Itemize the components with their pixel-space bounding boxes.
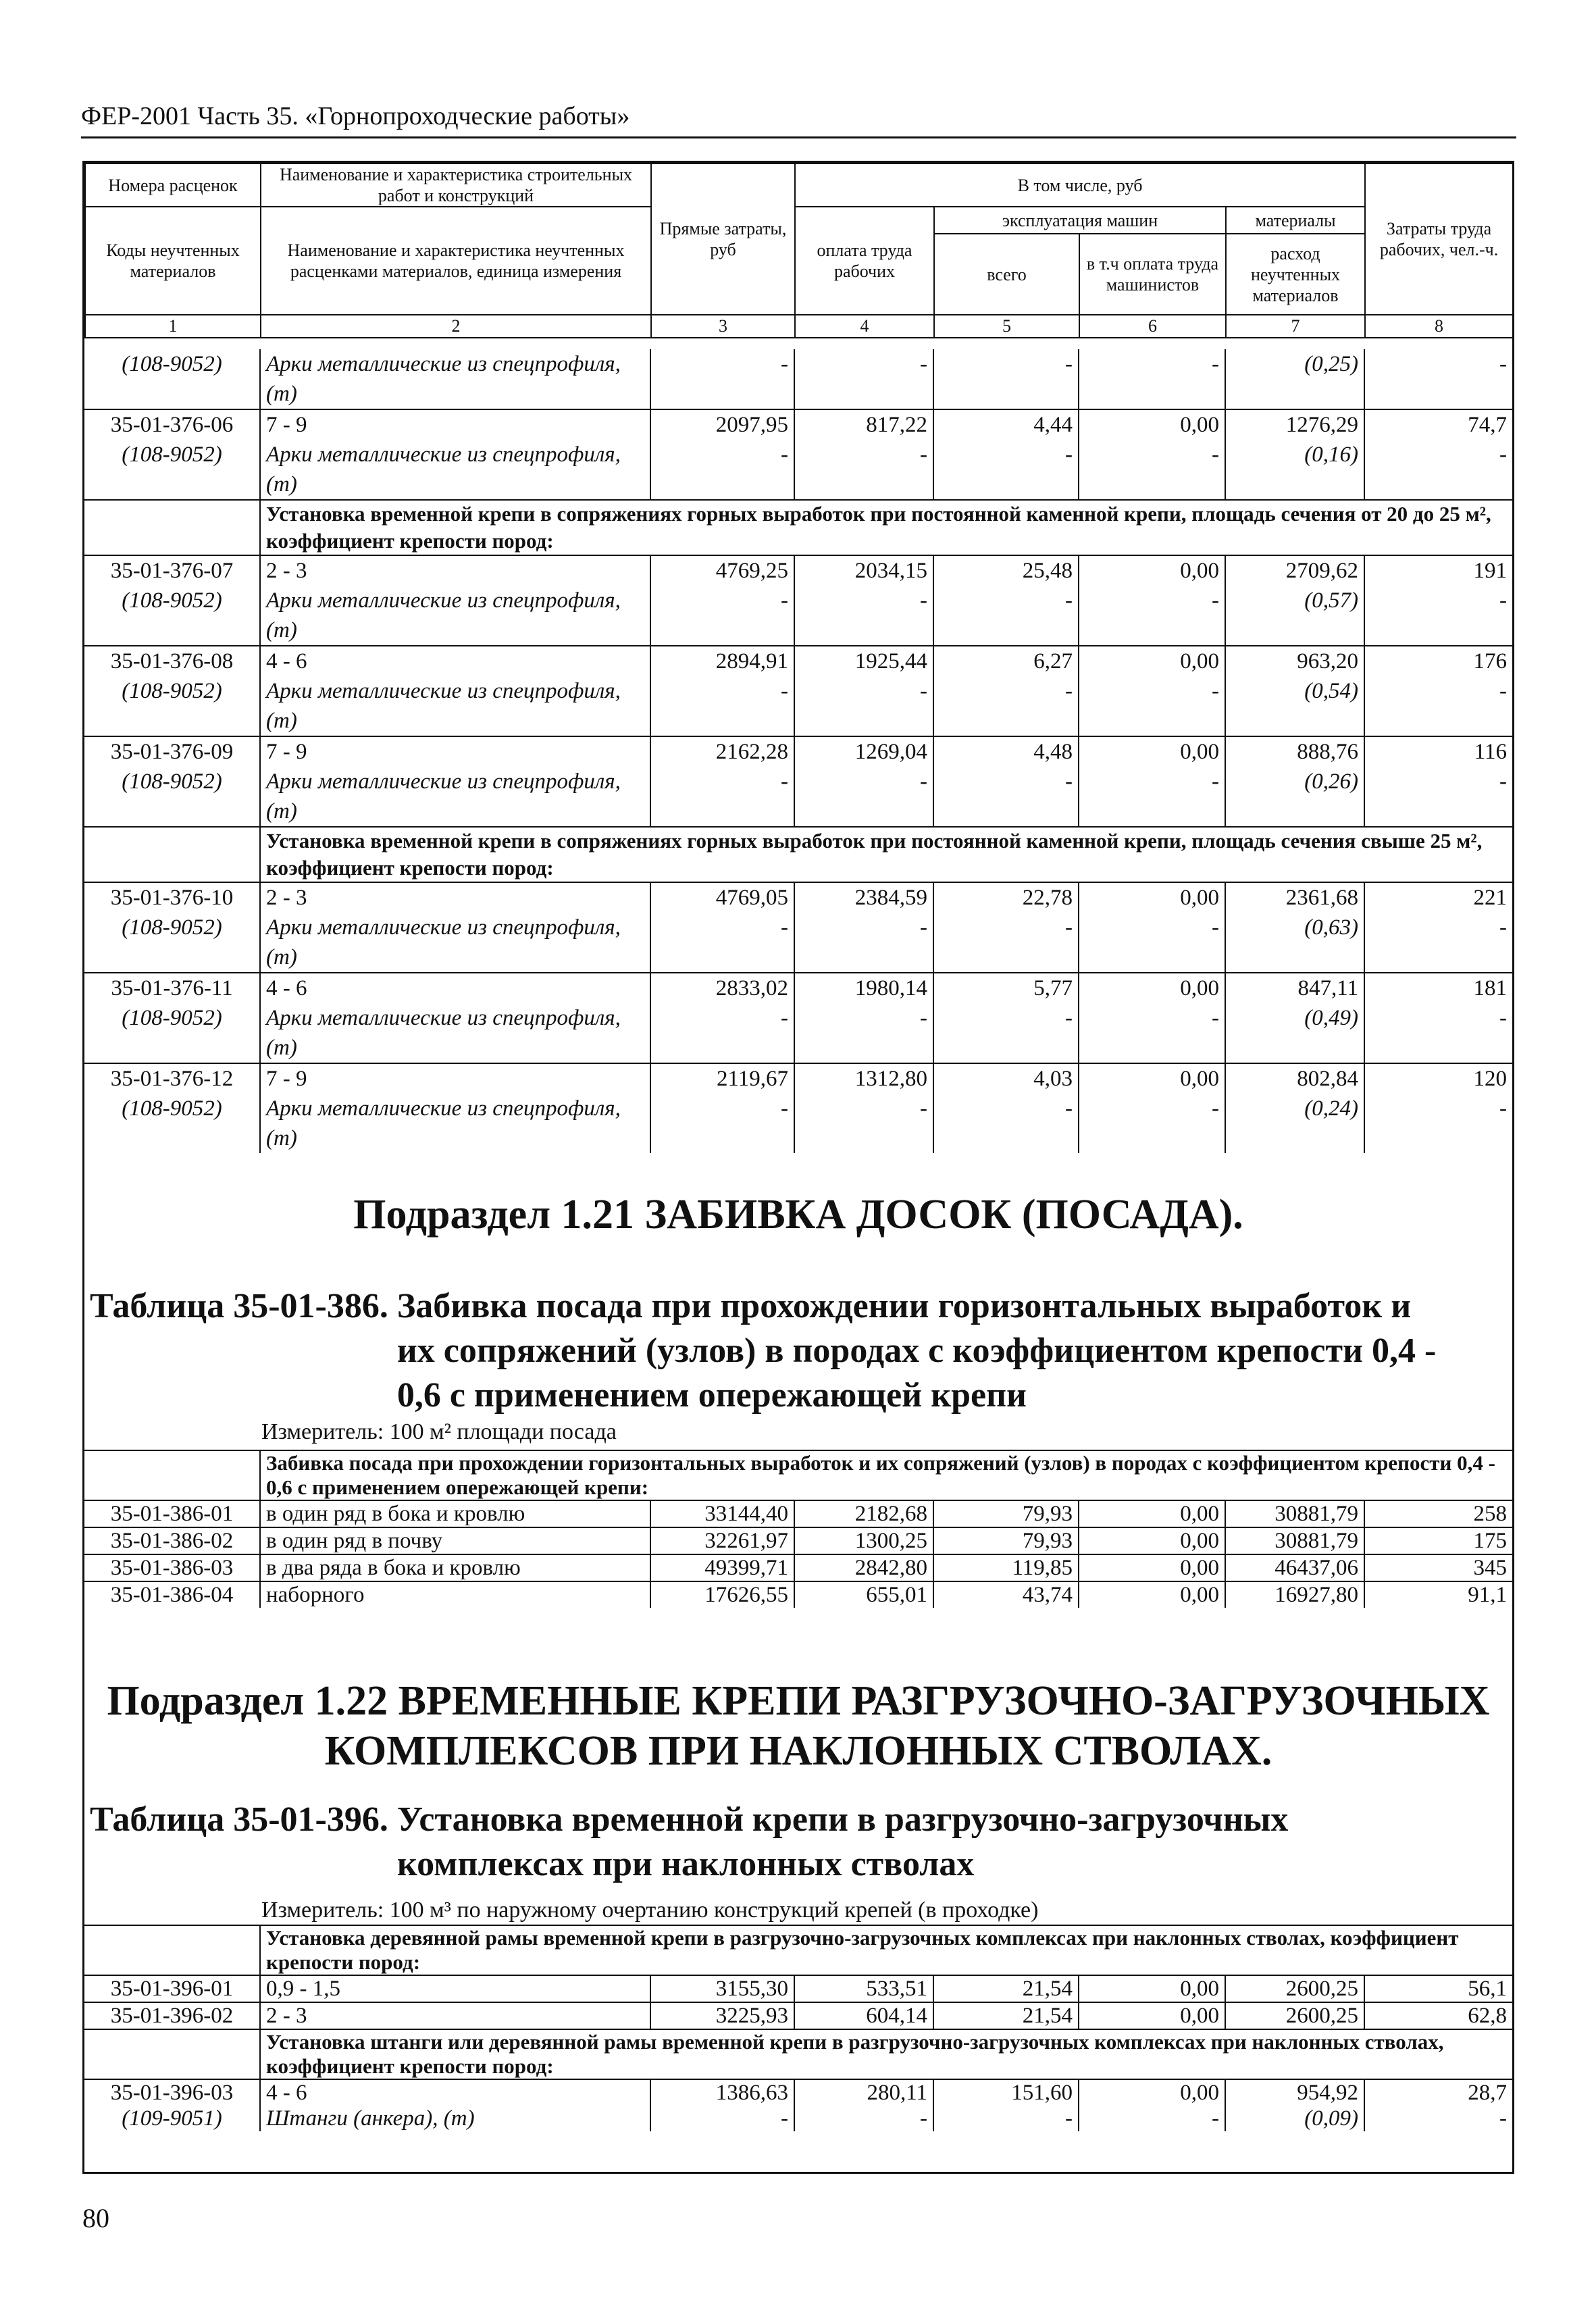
value-cell: 181 [1364,973,1512,1003]
col7-header: расход неучтенных материалов [1226,234,1365,315]
rates-table [84,349,1512,1153]
work-name: 2 - 3 [260,555,650,586]
table-title [90,1798,1508,1887]
value-cell: (0,63) [1225,913,1364,973]
col1-top: Номера расценок [85,163,261,207]
value-cell: - [794,1003,933,1063]
rate-code: 35-01-376-11 [84,973,260,1003]
work-name: в один ряд в почву [260,1527,650,1554]
value-cell: - [794,349,933,409]
value-cell: 2894,91 [650,646,794,676]
value-cell: 2034,15 [794,555,933,586]
col8-header: Затраты труда рабочих, чел.-ч. [1365,163,1513,315]
value-cell: - [1079,2106,1225,2131]
table-title [90,1284,1508,1418]
value-cell: 79,93 [933,1527,1079,1554]
value-cell: 2119,67 [650,1063,794,1094]
group-header-row [84,500,1512,555]
value-cell: 74,7 [1364,409,1512,440]
value-cell: 345 [1364,1554,1512,1581]
value-cell: - [1499,2106,1508,2131]
group-header-row [84,1925,1512,1975]
group-caption: Установка временной крепи в сопряжениях горных выработок при постоянной каменной крепи, площадь сечения свыше 25 м², коэффициент крепости пород: [260,827,1512,882]
value-cell: - [933,676,1079,736]
value-cell: 32261,97 [650,1527,794,1554]
value-cell: 119,85 [933,1554,1079,1581]
value-cell: - [1499,915,1507,940]
value-cell: (0,24) [1225,1094,1364,1153]
table-row [84,1554,1512,1581]
group-header-row [84,2029,1512,2079]
rate-code: (108-9052) [84,913,260,973]
col5-header: всего [934,234,1079,315]
value-cell: 258 [1364,1500,1512,1527]
value-cell: - [1079,440,1225,500]
rate-code: (108-9052) [84,676,260,736]
group-caption: Установка штанги или деревянной рамы временной крепи в разгрузочно-загрузочных комплексах при наклонных стволах, коэффициент крепости пород: [260,2029,1512,2079]
rate-code: 35-01-376-10 [84,882,260,913]
value-cell: - [650,440,794,500]
rate-code: 35-01-376-07 [84,555,260,586]
work-name: в один ряд в бока и кровлю [260,1500,650,1527]
value-cell: 4,44 [933,409,1079,440]
value-cell: 0,00 [1079,2002,1225,2029]
value-cell: 0,00 [1079,1063,1225,1094]
value-cell: 4769,05 [650,882,794,913]
rate-code: 35-01-396-01 [84,1975,260,2002]
work-name: 7 - 9 [260,1063,650,1094]
value-cell: 25,48 [933,555,1079,586]
value-cell: 116 [1364,736,1512,767]
value-cell: - [794,767,933,827]
value-cell: - [1499,442,1507,467]
value-cell: (0,57) [1225,586,1364,646]
value-cell: - [1079,586,1225,646]
value-cell: 2384,59 [794,882,933,913]
table-row [84,1527,1512,1554]
group-caption: Установка деревянной рамы временной крепи в разгрузочно-загрузочных комплексах при наклонных стволах, коэффициент крепости пород: [260,1925,1512,1975]
table-row [84,973,1512,1003]
col-num: 6 [1079,315,1226,337]
material-row [84,440,1512,500]
table-row [84,1063,1512,1094]
value-cell: 0,00 [1079,1500,1225,1527]
table-386 [84,1450,1512,1608]
material-row [84,2106,1512,2131]
col2-bottom: Наименование и характеристика неучтенных расценками материалов, единица измерения [261,207,651,315]
rate-code: 35-01-386-01 [84,1500,260,1527]
work-name: 2 - 3 [260,882,650,913]
value-cell: 2182,68 [794,1500,933,1527]
rate-code: 35-01-396-03 [84,2079,260,2106]
value-cell: 49399,71 [650,1554,794,1581]
rate-code: (108-9052) [84,767,260,827]
work-name: 0,9 - 1,5 [260,1975,650,2002]
value-cell: 817,22 [794,409,933,440]
value-cell: 0,00 [1079,1554,1225,1581]
value-cell: - [1499,588,1507,613]
col3-header: Прямые затраты, руб [651,163,795,315]
value-cell: 655,01 [794,1581,933,1608]
value-cell: - [1499,679,1507,703]
value-cell: 120 [1364,1063,1512,1094]
work-name: Арки металлические из спецпрофиля, (т) [260,349,650,409]
value-cell: 1925,44 [794,646,933,676]
col-num: 4 [795,315,934,337]
value-cell: (0,26) [1225,767,1364,827]
value-cell: 533,51 [794,1975,933,2002]
value-cell: - [933,586,1079,646]
rate-code: 35-01-396-02 [84,2002,260,2029]
value-cell: 21,54 [933,1975,1079,2002]
value-cell: 28,7 [1364,2079,1512,2106]
value-cell: 2361,68 [1225,882,1364,913]
work-name: Штанги (анкера), (т) [260,2106,650,2131]
value-cell: 2709,62 [1225,555,1364,586]
value-cell: - [1499,769,1507,794]
table-caption: Забивка посада при прохождении горизонтальных выработок и их сопряжений (узлов) в породах с коэффициентом крепости 0,4 - 0,6 с применением опережающей крепи [396,1287,1437,1415]
value-cell: - [794,676,933,736]
table-row [84,555,1512,586]
value-cell: 5,77 [933,973,1079,1003]
value-cell: (0,25) [1225,349,1364,409]
table-396 [84,1925,1512,2131]
table-caption: Установка временной крепи в разгрузочно-загрузочных комплексах при наклонных стволах [396,1800,1289,1883]
rate-code: (108-9052) [84,1094,260,1153]
value-cell: - [933,2106,1079,2131]
value-cell: 847,11 [1225,973,1364,1003]
work-name: 7 - 9 [260,409,650,440]
value-cell: 0,00 [1079,1527,1225,1554]
col-num: 8 [1365,315,1513,337]
value-cell: - [1079,676,1225,736]
value-cell: 2833,02 [650,973,794,1003]
value-cell: - [933,440,1079,500]
value-cell: 0,00 [1079,2079,1225,2106]
value-cell: - [650,1003,794,1063]
work-name: Арки металлические из спецпрофиля, (т) [260,1094,650,1153]
table-row [84,646,1512,676]
value-cell: 30881,79 [1225,1500,1364,1527]
work-name: в два ряда в бока и кровлю [260,1554,650,1581]
value-cell: 6,27 [933,646,1079,676]
value-cell: 16927,80 [1225,1581,1364,1608]
value-cell: 0,00 [1079,1975,1225,2002]
work-name: 4 - 6 [260,646,650,676]
table-row [84,1500,1512,1527]
value-cell: - [1079,1094,1225,1153]
value-cell: 175 [1364,1527,1512,1554]
value-cell: 46437,06 [1225,1554,1364,1581]
value-cell: - [933,1003,1079,1063]
value-cell: 802,84 [1225,1063,1364,1094]
material-row [84,767,1512,827]
rate-code: 35-01-386-04 [84,1581,260,1608]
col1-bottom: Коды неучтенных материалов [85,207,261,315]
table-row [84,1581,1512,1608]
col4-header: оплата труда рабочих [795,207,934,315]
value-cell: 151,60 [933,2079,1079,2106]
value-cell: - [794,2106,933,2131]
value-cell: 33144,40 [650,1500,794,1527]
value-cell: 3155,30 [650,1975,794,2002]
material-row [84,676,1512,736]
material-row [84,1003,1512,1063]
table-number: Таблица 35-01-396. [90,1800,388,1839]
work-name: Арки металлические из спецпрофиля, (т) [260,913,650,973]
value-cell: 176 [1364,646,1512,676]
value-cell: - [794,586,933,646]
value-cell: - [650,349,794,409]
value-cell: 0,00 [1079,882,1225,913]
value-cell: 191 [1364,555,1512,586]
col-num: 2 [261,315,651,337]
work-name: 4 - 6 [260,2079,650,2106]
value-cell: - [650,767,794,827]
page-header: ФЕР-2001 Часть 35. «Горнопроходческие работы» [81,101,1516,138]
value-cell: 963,20 [1225,646,1364,676]
work-name: Арки металлические из спецпрофиля, (т) [260,1003,650,1063]
value-cell: - [650,2106,794,2131]
rate-code: (108-9052) [84,586,260,646]
value-cell: 1386,63 [650,2079,794,2106]
machines-header: эксплуатация машин [934,207,1226,234]
value-cell: 1269,04 [794,736,933,767]
rate-code: (108-9052) [84,440,260,500]
value-cell: - [650,676,794,736]
material-row [84,913,1512,973]
value-cell: - [794,913,933,973]
table-number: Таблица 35-01-386. [90,1287,388,1325]
value-cell: 954,92 [1225,2079,1364,2106]
value-cell: - [933,913,1079,973]
value-cell: 56,1 [1364,1975,1512,2002]
value-cell: (0,09) [1225,2106,1364,2131]
value-cell: 1276,29 [1225,409,1364,440]
table-row [84,882,1512,913]
table-row [84,409,1512,440]
value-cell: - [794,1094,933,1153]
table-row [84,2079,1512,2106]
work-name: 7 - 9 [260,736,650,767]
group-code-empty [84,2029,260,2079]
value-cell: - [794,440,933,500]
value-cell: 3225,93 [650,2002,794,2029]
value-cell: 2097,95 [650,409,794,440]
group-header-row [84,827,1512,882]
value-cell: 221 [1364,882,1512,913]
rate-code: 35-01-376-08 [84,646,260,676]
value-cell: - [933,349,1079,409]
rate-code: 35-01-386-03 [84,1554,260,1581]
value-cell: 0,00 [1079,409,1225,440]
table-row [84,2002,1512,2029]
value-cell: - [1079,1003,1225,1063]
material-row [84,349,1512,409]
value-cell: 280,11 [794,2079,933,2106]
column-header [84,163,1514,338]
value-cell: 1300,25 [794,1527,933,1554]
value-cell: 22,78 [933,882,1079,913]
value-cell: 4,03 [933,1063,1079,1094]
rate-code: (108-9052) [84,349,260,409]
value-cell: (0,54) [1225,676,1364,736]
group-code-empty [84,500,260,555]
value-cell: - [1079,349,1225,409]
work-name: 2 - 3 [260,2002,650,2029]
value-cell: 62,8 [1364,2002,1512,2029]
value-cell: 43,74 [933,1581,1079,1608]
rate-code: 35-01-376-06 [84,409,260,440]
value-cell: - [650,1094,794,1153]
value-cell: 888,76 [1225,736,1364,767]
rate-code: (108-9052) [84,1003,260,1063]
table-row [84,1975,1512,2002]
value-cell: 30881,79 [1225,1527,1364,1554]
value-cell: - [650,586,794,646]
material-row [84,586,1512,646]
col-num: 1 [85,315,261,337]
value-cell: 2162,28 [650,736,794,767]
value-cell: 0,00 [1079,736,1225,767]
group-code-empty [84,1450,260,1500]
col-num: 5 [934,315,1079,337]
work-name: наборного [260,1581,650,1608]
value-cell: 4,48 [933,736,1079,767]
value-cell: - [1079,767,1225,827]
group-header-row [84,1450,1512,1500]
work-name: Арки металлические из спецпрофиля, (т) [260,767,650,827]
work-name: 4 - 6 [260,973,650,1003]
value-cell: 4769,25 [650,555,794,586]
value-cell: - [933,767,1079,827]
meter-line: Измеритель: 100 м² площади посада [261,1419,617,1444]
group-header: В том числе, руб [795,163,1365,207]
value-cell: 0,00 [1079,1581,1225,1608]
work-name: Арки металлические из спецпрофиля, (т) [260,676,650,736]
group-code-empty [84,1925,260,1975]
rate-code: 35-01-386-02 [84,1527,260,1554]
col6-header: в т.ч оплата труда машинистов [1079,234,1226,315]
value-cell: 0,00 [1079,973,1225,1003]
col2-top: Наименование и характеристика строительных работ и конструкций [261,163,651,207]
value-cell: 79,93 [933,1500,1079,1527]
group-code-empty [84,827,260,882]
page-number: 80 [82,2203,109,2233]
value-cell: 1980,14 [794,973,933,1003]
value-cell: (0,49) [1225,1003,1364,1063]
value-cell: - [1499,352,1507,376]
value-cell: 2600,25 [1225,1975,1364,2002]
value-cell: 17626,55 [650,1581,794,1608]
col-num: 3 [651,315,795,337]
value-cell: 0,00 [1079,646,1225,676]
work-name: Арки металлические из спецпрофиля, (т) [260,440,650,500]
value-cell: (0,16) [1225,440,1364,500]
materials-header: материалы [1226,207,1365,234]
subsection-title: Подраздел 1.21 ЗАБИВКА ДОСОК (ПОСАДА). [353,1192,1243,1238]
subsection-title: Подраздел 1.22 ВРЕМЕННЫЕ КРЕПИ РАЗГРУЗОЧНО-ЗАГРУЗОЧНЫХ КОМПЛЕКСОВ ПРИ НАКЛОННЫХ СТВОЛАХ. [107,1678,1490,1774]
material-row [84,1094,1512,1153]
value-cell: 1312,80 [794,1063,933,1094]
value-cell: 2842,80 [794,1554,933,1581]
value-cell: 0,00 [1079,555,1225,586]
value-cell: 21,54 [933,2002,1079,2029]
value-cell: - [1499,1096,1507,1121]
meter-line: Измеритель: 100 м³ по наружному очертанию конструкций крепей (в проходке) [261,1898,1039,1923]
document-frame [82,161,1514,2174]
group-caption: Установка временной крепи в сопряжениях горных выработок при постоянной каменной крепи, площадь сечения от 20 до 25 м², коэффициент крепости пород: [260,500,1512,555]
rate-code: 35-01-376-12 [84,1063,260,1094]
group-caption: Забивка посада при прохождении горизонтальных выработок и их сопряжений (узлов) в породах с коэффициентом крепости 0,4 - 0,6 с применением опережающей крепи: [260,1450,1512,1500]
rate-code: (109-9051) [84,2106,260,2131]
table-row [84,736,1512,767]
value-cell: 91,1 [1364,1581,1512,1608]
value-cell: - [650,913,794,973]
value-cell: - [933,1094,1079,1153]
value-cell: 2600,25 [1225,2002,1364,2029]
rate-code: 35-01-376-09 [84,736,260,767]
value-cell: - [1079,913,1225,973]
col-num: 7 [1226,315,1365,337]
work-name: Арки металлические из спецпрофиля, (т) [260,586,650,646]
value-cell: - [1499,1006,1507,1030]
value-cell: 604,14 [794,2002,933,2029]
